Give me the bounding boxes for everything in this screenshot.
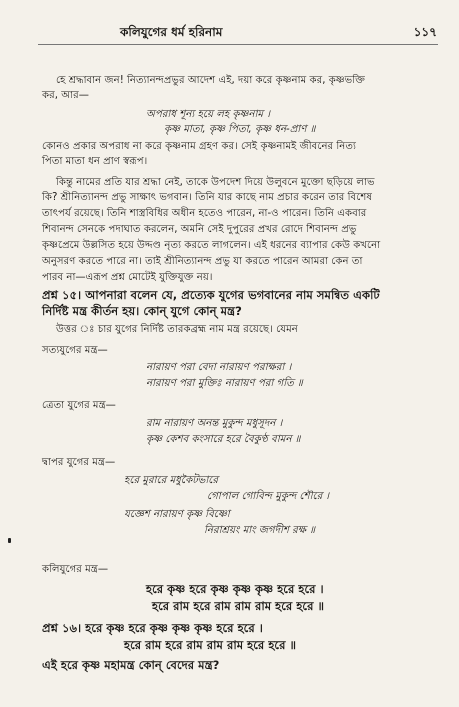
mantra-line: গোপাল গোবিন্দ মুকুন্দ শৌরে । xyxy=(207,491,330,502)
paragraph-line: শিবানন্দ সেনকে পদাঘাত করলেন, অমনি সেই দুপুরের প্রখর রোদে শিবানন্দ প্রভু xyxy=(42,224,357,235)
verse-line: অপরাধ শূন্য হয়ে লহ কৃষ্ণনাম । xyxy=(146,109,270,120)
paragraph-line: কোনও প্রকার অপরাধ না করে কৃষ্ণনাম গ্রহণ কর। সেই কৃষ্ণনামই জীবনের নিত্য xyxy=(42,141,356,152)
verse-line: কৃষ্ণ মাতা, কৃষ্ণ পিতা, কৃষ্ণ ধন-প্রাণ ॥ xyxy=(164,124,316,135)
question-line: এই হরে কৃষ্ণ মহামন্ত্র কোন্ বেদের মন্ত্র? xyxy=(42,658,220,672)
mantra-line: হরে মুরারে মধুকৈটভারে xyxy=(124,475,219,486)
paragraph-line: পিতা মাতা ধন প্রাণ স্বরূপ। xyxy=(42,156,148,167)
chapter-title: কলিযুগের ধর্ম হরিনাম xyxy=(120,25,223,39)
header-rule xyxy=(38,44,438,45)
maha-mantra-line: হরে কৃষ্ণ হরে কৃষ্ণ কৃষ্ণ কৃষ্ণ হরে হরে । xyxy=(146,582,324,596)
paragraph-line: কর, আর— xyxy=(42,90,89,101)
yuga-heading: ত্রেতা যুগের মন্ত্র— xyxy=(42,400,116,411)
yuga-heading: দ্বাপর যুগের মন্ত্র— xyxy=(42,457,116,468)
mantra-line: নারায়ণ পরা মুক্তিঃ নারায়ণ পরা গতি ॥ xyxy=(146,378,303,389)
mantra-line: নিরাশ্রয়ং মাং জগদীশ রক্ষ ॥ xyxy=(204,525,315,536)
paragraph-line: কিন্তু নামের প্রতি যার শ্রদ্ধা নেই, তাকে উপদেশ দিয়ে উলুবনে মুক্তো ছড়িয়ে লাভ xyxy=(56,177,375,188)
question-line: নির্দিষ্ট মন্ত্র কীর্তন হয়। কোন্ যুগে কোন্ মন্ত্র? xyxy=(42,304,242,318)
yuga-heading: সত্যযুগের মন্ত্র— xyxy=(42,345,108,356)
paragraph-line: হে শ্রদ্ধাবান জন! নিত্যানন্দপ্রভুর আদেশ এই, দয়া করে কৃষ্ণনাম কর, কৃষ্ণভক্তি xyxy=(56,75,366,86)
question-line: হরে রাম হরে রাম রাম রাম হরে হরে ॥ xyxy=(124,638,297,652)
running-header xyxy=(120,24,437,44)
question-line: প্রশ্ন ১৬। হরে কৃষ্ণ হরে কৃষ্ণ কৃষ্ণ কৃষ্ণ হরে হরে । xyxy=(42,621,263,635)
mantra-line: রাম নারায়ণ অনন্ত মুকুন্দ মধুসূদন । xyxy=(146,418,283,429)
question-line: প্রশ্ন ১৫। আপনারা বলেন যে, প্রত্যেক যুগের ভগবানের নাম সমন্বিত একটি xyxy=(42,288,380,302)
mantra-line: যজ্ঞেশ নারায়ণ কৃষ্ণ বিষ্ণো xyxy=(124,509,230,520)
paragraph-line: কৃষ্ণপ্রেমে উল্লসিত হয়ে উদ্দণ্ড নৃত্য করতে লাগলেন। এই ধরনের ব্যাপার কেউ কখনো xyxy=(42,240,381,251)
paragraph-line: কি? শ্রীনিত্যানন্দ প্রভু সাক্ষাৎ ভগবান। তিনি যার কাছে নাম প্রচার করেন তার বিশেষ xyxy=(42,192,372,203)
paragraph-line: তাৎপর্য রয়েছে। তিনি শাস্ত্রবিধির অধীন হতেও পারেন, না-ও পারেন। তিনি একবার xyxy=(42,208,367,219)
maha-mantra-line: হরে রাম হরে রাম রাম রাম হরে হরে ॥ xyxy=(152,599,325,613)
paragraph-line: অনুসরণ করতে পারে না। তাই শ্রীনিত্যানন্দ প্রভু যা করতে পারেন আমরা কেন তা xyxy=(42,256,363,267)
mantra-line: কৃষ্ণ কেশব কংসারে হরে বৈকুণ্ঠ বামন ॥ xyxy=(146,434,301,445)
margin-mark xyxy=(8,538,11,543)
answer-line: উত্তর ঃ চার যুগের নির্দিষ্ট তারকব্রহ্ম নাম মন্ত্র রয়েছে। যেমন xyxy=(56,324,298,335)
page-number: ১১৭ xyxy=(413,25,437,39)
mantra-line: নারায়ণ পরা বেদা নারায়ণ পরাক্ষরা । xyxy=(146,362,292,373)
yuga-heading: কলিযুগের মন্ত্র— xyxy=(42,564,109,575)
paragraph-line: পারব না—এরূপ প্রশ্ন মোটেই যুক্তিযুক্ত নয়। xyxy=(42,272,213,283)
